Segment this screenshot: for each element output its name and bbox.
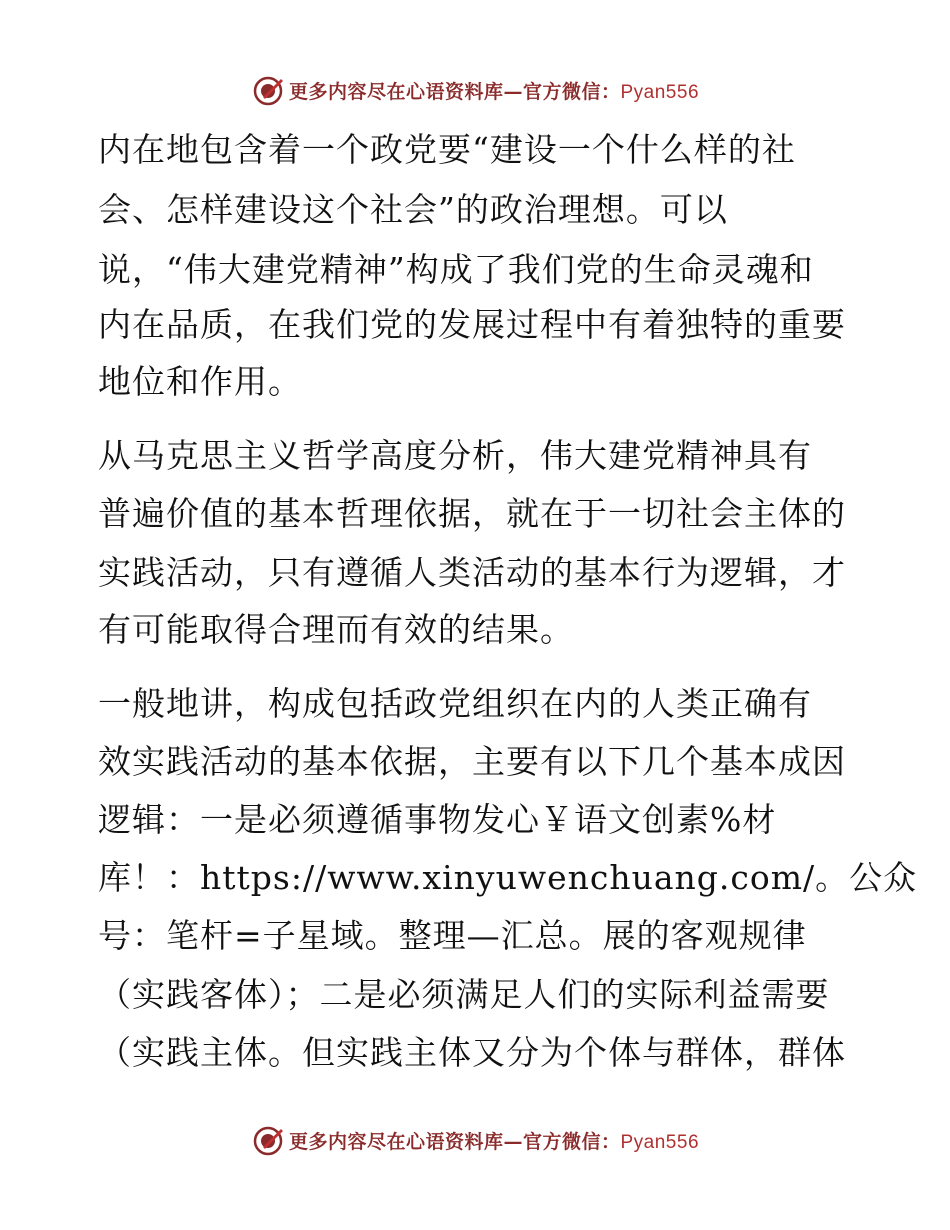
footer-banner-text: 更多内容尽在心语资料库 [288,1130,504,1153]
text-line-11: 效实践活动的基本依据，主要有以下几个基本成因 [98,742,846,781]
header-wechat-id: Pyan556 [620,81,700,103]
header-wechat-label: 官方微信： [522,80,621,103]
footer-wechat-id: Pyan556 [620,1131,700,1153]
text-line-16: （实践主体。但实践主体又分为个体与群体，群体 [98,1033,846,1072]
pen-logo-icon [251,73,285,107]
text-line-9: 有可能取得合理而有效的结果。 [98,610,574,649]
footer-wechat-label: 官方微信： [522,1130,621,1153]
text-line-5: 地位和作用。 [98,362,302,401]
footer-banner [0,1120,950,1160]
text-line-12: 逻辑：一是必须遵循事物发心￥语文创素%材 [98,800,777,839]
footer-separator: — [503,1130,523,1153]
header-separator: — [503,80,523,103]
text-line-15: （实践客体）；二是必须满足人们的实际利益需要 [98,975,830,1014]
header-banner [0,70,950,110]
text-line-7: 普遍价值的基本哲理依据，就在于一切社会主体的 [98,494,846,533]
text-line-14: 号：笔杆=子星域。整理—汇总。展的客观规律 [98,916,807,955]
text-line-10: 一般地讲，构成包括政党组织在内的人类正确有 [98,684,812,723]
text-line-4: 内在品质，在我们党的发展过程中有着独特的重要 [98,305,846,344]
text-line-13: 库！：https://www.xinyuwenchuang.com/。公众 [98,858,918,897]
text-line-1: 内在地包含着一个政党要“建设一个什么样的社 [98,130,796,169]
header-banner-text: 更多内容尽在心语资料库 [288,80,504,103]
text-line-3: 说，“伟大建党精神”构成了我们党的生命灵魂和 [98,250,814,289]
text-line-2: 会、怎样建设这个社会”的政治理想。可以 [98,190,728,229]
pen-logo-icon [251,1123,285,1157]
text-line-6: 从马克思主义哲学高度分析，伟大建党精神具有 [98,436,812,475]
text-line-8: 实践活动，只有遵循人类活动的基本行为逻辑，才 [98,553,846,592]
